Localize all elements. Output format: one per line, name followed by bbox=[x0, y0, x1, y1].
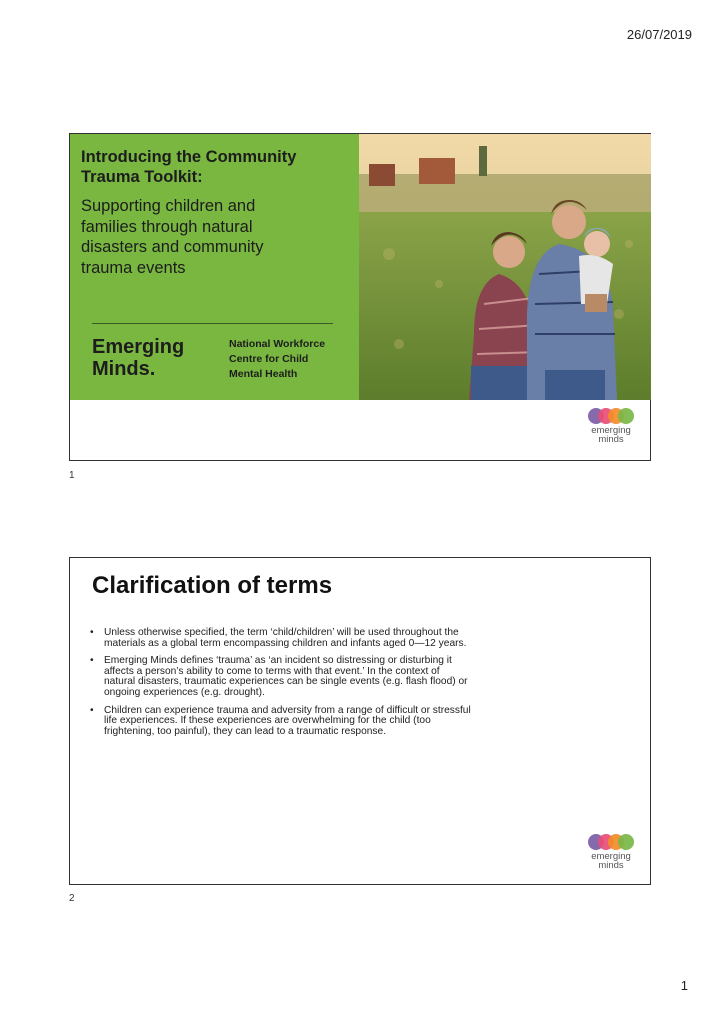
bullet-item: • Unless otherwise specified, the term ‘child/children’ will be used throughout the materials as a global term encompassing children and infants aged 0—12 years. bbox=[90, 627, 467, 649]
brand-name-line-1: Emerging bbox=[92, 336, 185, 358]
divider-line bbox=[92, 323, 333, 324]
page-number: 1 bbox=[680, 978, 688, 993]
org-name-line-1: National Workforce bbox=[229, 338, 326, 350]
brand-name-line-2: Minds. bbox=[92, 358, 156, 380]
logo-text-line-2: minds bbox=[598, 434, 624, 445]
logo-circles-icon bbox=[588, 834, 634, 850]
logo-circles-icon bbox=[588, 408, 634, 424]
bullet-item: • Emerging Minds defines ‘trauma’ as ‘an incident so distressing or disturbing it affects a person’s ability to come to terms with that event.’ In the context of natural disasters, traumatic experiences can be single events (e.g. flash flood) or ongoing experiences (e.g. drought). bbox=[90, 655, 468, 698]
family-photo bbox=[359, 134, 651, 400]
print-date: 26/07/2019 bbox=[626, 27, 692, 42]
slide-2-title: Clarification of terms bbox=[92, 572, 333, 599]
org-name-line-2: Centre for Child bbox=[229, 353, 309, 365]
bullet-icon: • bbox=[90, 704, 94, 716]
slide-number-2: 2 bbox=[69, 893, 75, 904]
emerging-minds-logo bbox=[586, 408, 636, 444]
slide-1-subtitle: Supporting children and families through natural disasters and community trauma events bbox=[81, 197, 264, 277]
org-name-line-3: Mental Health bbox=[229, 368, 298, 380]
logo-text-line-2: minds bbox=[598, 860, 624, 871]
bullet-icon: • bbox=[90, 655, 94, 667]
slide-1-title: Introducing the Community Trauma Toolkit: bbox=[81, 148, 297, 186]
bullet-icon: • bbox=[90, 627, 94, 638]
logo-text-line-1: emerging bbox=[591, 425, 631, 436]
bullet-list bbox=[88, 628, 538, 744]
logo-text-line-1: emerging bbox=[591, 851, 631, 862]
bullet-item: • Children can experience trauma and adversity from a range of difficult or stressful life experiences. If these experiences are overwhelming for the child (too frightening, too painful), they can lead to a traumatic response. bbox=[90, 704, 471, 737]
slide-number-1: 1 bbox=[69, 470, 75, 481]
slide-2 bbox=[69, 557, 651, 885]
slide-1 bbox=[69, 133, 651, 461]
emerging-minds-logo bbox=[586, 834, 636, 870]
title-panel bbox=[70, 134, 359, 400]
